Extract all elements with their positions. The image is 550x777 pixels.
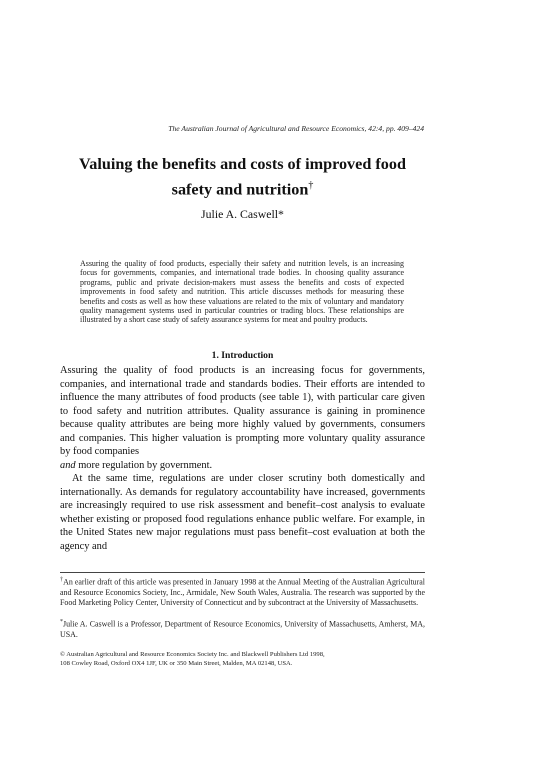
copyright-line-2: 108 Cowley Road, Oxford OX4 1JF, UK or 350 Main Street, Malden, MA 02148, USA. — [60, 659, 293, 667]
copyright-notice — [60, 651, 425, 668]
footnote-1-mark: † — [60, 577, 64, 583]
article-title-text: Valuing the benefits and costs of improved food safety and nutrition — [79, 155, 406, 199]
copyright-line-1: © Australian Agricultural and Resource Economics Society Inc. and Blackwell Publishers Ltd 1998, — [60, 651, 325, 658]
footnote-2 — [60, 617, 425, 640]
article-title — [60, 154, 425, 200]
body-paragraph-2: At the same time, regulations are under closer scrutiny both domestically and internationally. As demands for regulatory accountability have increased, governments are increasingly required to use risk assessment and benefit–cost analysis to evaluate whether existing or proposed food regulations enhance public welfare. For example, in the United States new major regulations must pass benefit–cost evaluation at both the agency and — [60, 473, 425, 552]
footnote-1-text: An earlier draft of this article was presented in January 1998 at the Annual Meeting of the Australian Agricultural and Resource Economics Society, Inc., Armidale, New South Wales, Australia. The research was supported by the Food Marketing Policy Center, University of Connecticut and by subcontract at the University of Massachusetts. — [60, 577, 426, 608]
article-author: Julie A. Caswell* — [201, 207, 284, 221]
emphasis-and: and — [60, 459, 76, 471]
article-abstract: Assuring the quality of food products, especially their safety and nutrition levels, is an increasing focus for governments, companies, and international trade bodies. In choosing quality assurance programs, public and private decision-makers must assess the benefits and costs of expected improvements in food safety and nutrition. This article discusses methods for measuring these benefits and costs as well as how these valuations are related to the mix of voluntary and mandatory quality management systems used in particular countries or trading blocs. These relationships are illustrated by a short case study of safety assurance systems for meat and poultry products. — [80, 259, 404, 325]
journal-citation: The Australian Journal of Agricultural and Resource Economics, 42:4, pp. 409–424 — [168, 124, 424, 133]
section-heading: 1. Introduction — [211, 350, 274, 361]
footnote-2-text: Julie A. Caswell is a Professor, Department of Resource Economics, University of Massachusetts, Amherst, MA, USA. — [60, 619, 425, 640]
title-footnote-mark: † — [308, 180, 314, 191]
footnote-rule — [60, 572, 425, 573]
body-paragraph-1 — [60, 364, 425, 472]
footnote-2-mark: * — [60, 619, 63, 625]
body-text — [60, 364, 425, 553]
footnote-1 — [60, 575, 425, 609]
paragraph-1-end: more regulation by government. — [78, 459, 213, 471]
paragraph-1-text: Assuring the quality of food products is an increasing focus for governments, companies, and international trade and standards bodies. Their efforts are intended to influence the many attributes of food products (see table 1), with particular care given to food safety and nutrition attributes. Quality assurance is gaining in prominence because quality attributes are being more highly valued by governments, consumers and companies. This higher valuation is prompting more voluntary quality assurance by food companies — [60, 365, 425, 457]
